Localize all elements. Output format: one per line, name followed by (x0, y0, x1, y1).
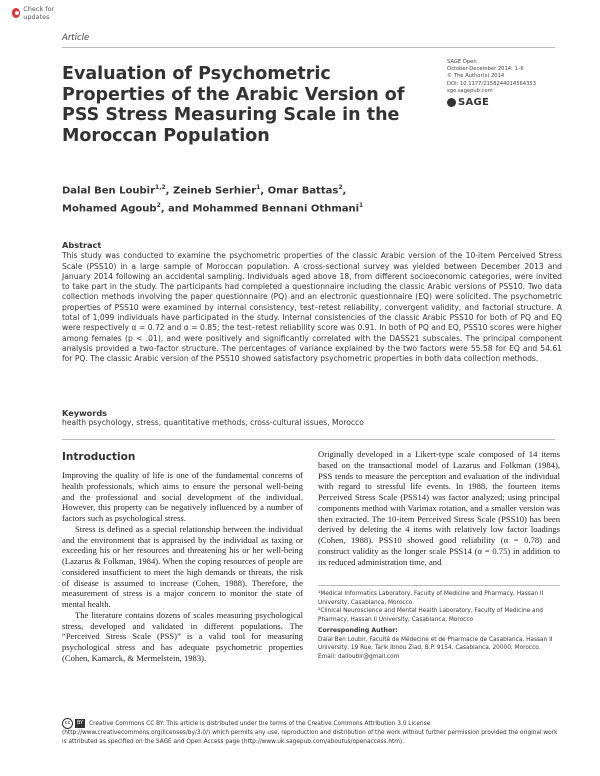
body-column-left (62, 470, 303, 664)
body-paragraph: The literature contains dozens of scales measuring psychological stress, developed and validated in different populations. The “Perceived Stress Scale (PSS)” is a valid tool for measuring psychological stress and has adequate psychometric properties (Cohen, Kamarck, & Mermelstein, 1983). (62, 609, 303, 663)
article-type-label: Article (62, 33, 90, 43)
body-column-right (318, 449, 560, 567)
abstract-section (62, 240, 562, 365)
journal-issue: October-December 2014: 1–6 (447, 66, 524, 73)
license-notice (62, 718, 562, 746)
keywords-text: health psychology, stress, quantitative methods, cross-cultural issues, Morocco (62, 418, 364, 427)
abstract-text: This study was conducted to examine the psychometric properties of the classic Arabic version of the 10-item Perceived Stress Scale (PSS10) in a large sample of Moroccan population. A cross-sectional survey was yielded between December 2013 and January 2014 following an accidental sampling. Individuals aged above 18, from different socioeconomic categories, were invited to take part in the study. The participants had completed a questionnaire including the classic Arabic versions of PSS10. Two data collection methods involving the paper questionnaire (PQ) and an electronic questionnaire (EQ) were solicited. The psychometric properties of PSS10 were examined by internal consistency, test–retest reliability, convergent validity, and factorial structure. A total of 1,099 individuals have participated in the study. Internal consistencies of the classic Arabic PSS10 for both of PQ and EQ were respectively α = 0.72 and α = 0.85; the test–retest reliability score was 0.91. In both of PQ and EQ, PSS10 scores were higher among females (p < .01), and were positively and significantly correlated with the DASS21 subscales. The principal component analysis provided a two-factor structure. The percentages of variance explained by the two factors were 55.58 for EQ and 54.61 for PQ. The classic Arabic version of the PSS10 showed satisfactory psychometric properties in both data collection methods. (62, 251, 562, 364)
body-paragraph: Stress is defined as a special relationship between the individual and the environment that is appraised by the individual as taxing or exceeding his or her resources and threatening his or her well-being (Lazarus & Folkman, 1984). When the coping resources of people are considered insufficient to meet the high demands or threats, the risk of disease is assumed to increase (Cohen, 1988). Therefore, the measurement of stress is a major concern to monitor the state of mental health. (62, 523, 303, 609)
journal-metadata (447, 59, 536, 95)
corresponding-author (318, 627, 560, 661)
corresponding-author-email[interactable]: Email: dalloubir@gmail.com (318, 653, 400, 660)
journal-name: SAGE Open (447, 59, 477, 65)
sage-logo-text: SAGE (458, 97, 490, 108)
paper-title: Evaluation of Psychometric Properties of the Arabic Version of PSS Stress Measuring Scale in the Moroccan Population (62, 64, 405, 146)
author-affiliation-marker: 1,2 (155, 184, 166, 191)
journal-url[interactable]: sgo.sagepub.com (447, 87, 493, 94)
author-name: Zeineb Serhier (172, 185, 257, 197)
sage-logo-icon (447, 98, 456, 107)
affiliations (318, 590, 560, 624)
keywords-heading: Keywords (62, 408, 108, 418)
author-name: Omar Battas (267, 185, 339, 197)
doi-line[interactable]: DOI: 10.1177/2158244014564353 (447, 80, 537, 87)
author-affiliation-marker: 2 (338, 184, 343, 191)
footnote-divider (318, 585, 560, 586)
author-name: Dalal Ben Loubir (62, 185, 156, 197)
sage-logo (447, 97, 489, 108)
section-divider (62, 439, 555, 440)
body-paragraph: Improving the quality of life is one of the fundamental concerns of health professionals, which aims to ensure the personal well-being and the professional and social development of the individual. However, this property can be negatively influenced by a number of factors such as psychological stress. (62, 470, 303, 523)
crossmark-icon (12, 8, 20, 18)
abstract-heading: Abstract (62, 240, 102, 250)
author-list: Dalal Ben Loubir$^{1,2}$, Zeineb Serhier$^1$, Omar Battas$^2$, Mohamed Agoub$^2$, and Mohammed Bennani Othmani$^1$ (62, 184, 364, 215)
author-affiliation-marker: 1 (359, 202, 364, 210)
check-for-updates-badge[interactable] (12, 7, 72, 19)
copyright-line: © The Author(s) 2014 (447, 73, 505, 80)
author-affiliation-marker: 2 (156, 202, 161, 210)
creative-commons-icon: cc (62, 718, 73, 729)
header-divider (62, 47, 555, 48)
author-affiliation-marker: 1 (256, 184, 261, 191)
cc-by-badge[interactable] (62, 718, 85, 729)
license-text: Creative Commons CC BY: This article is distributed under the terms of the Creative Commons Attribution 3.0 License (http://www.creativecommons.org/licenses/by/3.0/) which permits any use, reproduction and distribution of the work without further permission provided the original work is attributed as specified on the SAGE and Open Access page (http://www.uk.sagepub.com/aboutus/openaccess.htm). (62, 721, 558, 745)
body-paragraph: Originally developed in a Likert-type scale composed of 14 items based on the transactional model of Lazarus and Folkman (1984), PSS tends to measure the perception and evaluation of the individual with regard to stressful life events. In 1988, the fourteen items Perceived Stress Scale (PSS14) was factor analyzed; using principal components method with Varimax rotation, and a smaller version was then extracted. The 10-item Perceived Stress Scale (PSS10) has been derived by deleting the 4 items with relatively low factor loadings (Cohen, 1988). PSS10 showed good reliability (α = 0.78) and construct validity as the longer scale PSS14 (α = 0.75) in addition to its reduced administration time, and (318, 449, 560, 567)
affiliation-item: ¹Medical Informatics Laboratory, Faculty of Medicine and Pharmacy, Hassan II University, Casablanca, Morocco (318, 591, 544, 606)
crossmark-label: Check for updates (23, 5, 55, 21)
corresponding-author-address: Dalal Ben Loubir, Faculté de Médecine et de Pharmacie de Casablanca, Hassan II University, 19 Rue, Tarik Ibnou Ziad, B.P. 9154, Casablanca, 20000, Morocco. (318, 636, 553, 651)
introduction-heading: Introduction (62, 451, 136, 463)
affiliation-item: ²Clinical Neuroscience and Mental Health Laboratory, Faculty of Medicine and Pharmacy, Hassan II University, Casablanca, Morocco (318, 608, 543, 623)
corresponding-author-heading: Corresponding Author: (318, 627, 398, 634)
keywords-section (62, 408, 562, 428)
author-name: Mohamed Agoub (62, 203, 157, 215)
author-name: and Mohammed Bennani Othmani (168, 203, 360, 215)
attribution-icon: BY (77, 720, 84, 727)
